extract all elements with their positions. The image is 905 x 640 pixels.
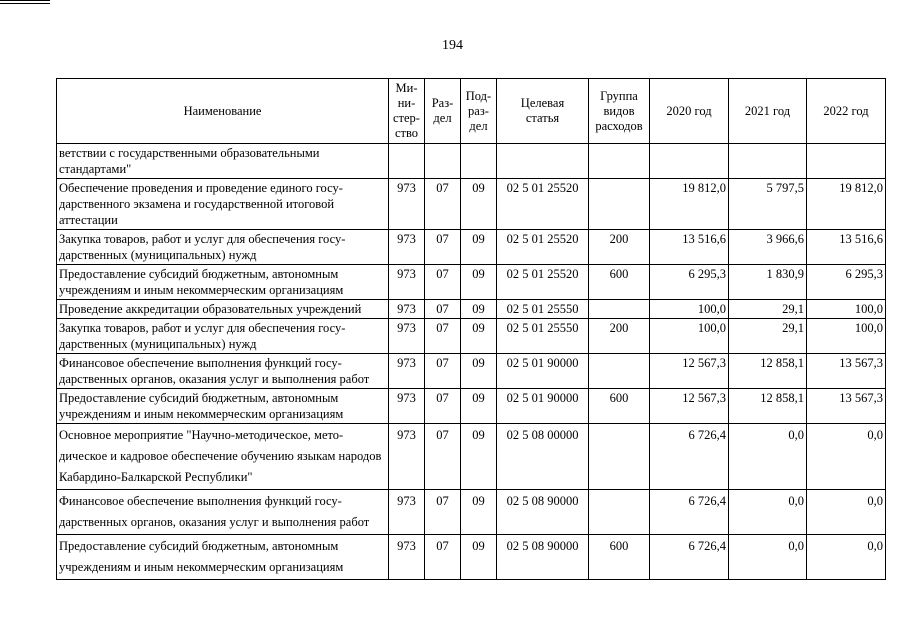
table-row: [57, 354, 886, 389]
cell-name: ветствии с государственными образовательными стандартами": [57, 144, 389, 179]
cell-2020: [650, 144, 729, 179]
cell-expense-group: [589, 490, 650, 535]
cell-target-article: 02 5 01 90000: [497, 389, 589, 424]
cell-2020: 19 812,0: [650, 179, 729, 230]
cell-ministry: 973: [389, 424, 425, 490]
cell-ministry: 973: [389, 354, 425, 389]
cell-2020: 100,0: [650, 319, 729, 354]
cell-2022: [807, 144, 886, 179]
cell-section: 07: [425, 179, 461, 230]
cell-subsection: 09: [461, 230, 497, 265]
cell-2021: 3 966,6: [729, 230, 807, 265]
cell-2021: 0,0: [729, 424, 807, 490]
header-2021: 2021 год: [729, 79, 807, 144]
cell-expense-group: [589, 300, 650, 319]
cell-2020: 13 516,6: [650, 230, 729, 265]
header-2020: 2020 год: [650, 79, 729, 144]
cell-ministry: 973: [389, 490, 425, 535]
cell-name: Проведение аккредитации образовательных учреждений: [57, 300, 389, 319]
cell-ministry: 973: [389, 389, 425, 424]
cell-name: Предоставление субсидий бюджетным, автономным учреждениям и иным некоммерческим организациям: [57, 535, 389, 580]
cell-2020: 100,0: [650, 300, 729, 319]
header-2022: 2022 год: [807, 79, 886, 144]
header-subsection: Под- раз- дел: [461, 79, 497, 144]
cell-2020: 6 295,3: [650, 265, 729, 300]
cell-section: 07: [425, 389, 461, 424]
cell-ministry: 973: [389, 300, 425, 319]
cell-subsection: 09: [461, 424, 497, 490]
table-header-row: [57, 79, 886, 144]
cell-expense-group: [589, 179, 650, 230]
cell-section: 07: [425, 300, 461, 319]
cell-expense-group: [589, 144, 650, 179]
cell-section: 07: [425, 230, 461, 265]
cell-2020: 12 567,3: [650, 354, 729, 389]
cell-2021: 5 797,5: [729, 179, 807, 230]
header-ministry: Ми- ни- стер- ство: [389, 79, 425, 144]
cell-2022: 13 567,3: [807, 389, 886, 424]
cell-expense-group: [589, 424, 650, 490]
cell-name: Финансовое обеспечение выполнения функций госу-дарственных органов, оказания услуг и выполнения работ: [57, 490, 389, 535]
cell-name: Обеспечение проведения и проведение единого госу-дарственного экзамена и государственной итоговой аттестации: [57, 179, 389, 230]
cell-2022: 13 516,6: [807, 230, 886, 265]
cell-subsection: 09: [461, 179, 497, 230]
cell-expense-group: 200: [589, 319, 650, 354]
budget-table: [56, 78, 886, 580]
cell-ministry: 973: [389, 265, 425, 300]
cell-subsection: 09: [461, 490, 497, 535]
cell-section: 07: [425, 424, 461, 490]
cell-name: Основное мероприятие "Научно-методическое, мето-дическое и кадровое обеспечение обучению языкам народов Кабардино-Балкарской Республики": [57, 424, 389, 490]
cell-name: Закупка товаров, работ и услуг для обеспечения госу-дарственных (муниципальных) нужд: [57, 319, 389, 354]
cell-target-article: 02 5 01 25550: [497, 319, 589, 354]
cell-ministry: 973: [389, 179, 425, 230]
cell-subsection: 09: [461, 265, 497, 300]
cell-2022: 6 295,3: [807, 265, 886, 300]
cell-subsection: 09: [461, 319, 497, 354]
cell-section: 07: [425, 319, 461, 354]
cell-section: 07: [425, 535, 461, 580]
cell-2020: 6 726,4: [650, 490, 729, 535]
cell-target-article: 02 5 08 90000: [497, 490, 589, 535]
table-row: [57, 424, 886, 490]
cell-expense-group: 600: [589, 535, 650, 580]
cell-2022: 19 812,0: [807, 179, 886, 230]
cell-expense-group: 600: [589, 265, 650, 300]
cell-ministry: 973: [389, 230, 425, 265]
table-row: [57, 490, 886, 535]
cell-name: Предоставление субсидий бюджетным, автономным учреждениям и иным некоммерческим организациям: [57, 389, 389, 424]
cell-2021: 29,1: [729, 319, 807, 354]
cell-target-article: 02 5 01 90000: [497, 354, 589, 389]
cell-subsection: 09: [461, 389, 497, 424]
cell-target-article: 02 5 08 90000: [497, 535, 589, 580]
cell-2022: 100,0: [807, 319, 886, 354]
table-row: [57, 265, 886, 300]
table-row: [57, 389, 886, 424]
cell-subsection: [461, 144, 497, 179]
cell-ministry: 973: [389, 319, 425, 354]
table-row: [57, 535, 886, 580]
cell-subsection: 09: [461, 535, 497, 580]
top-rule: [0, 0, 50, 4]
cell-section: [425, 144, 461, 179]
cell-ministry: 973: [389, 535, 425, 580]
cell-ministry: [389, 144, 425, 179]
cell-target-article: 02 5 01 25520: [497, 265, 589, 300]
cell-2020: 12 567,3: [650, 389, 729, 424]
cell-2021: 12 858,1: [729, 354, 807, 389]
header-section: Раз- дел: [425, 79, 461, 144]
cell-name: Закупка товаров, работ и услуг для обеспечения госу-дарственных (муниципальных) нужд: [57, 230, 389, 265]
cell-2021: 29,1: [729, 300, 807, 319]
cell-target-article: 02 5 01 25550: [497, 300, 589, 319]
cell-section: 07: [425, 354, 461, 389]
cell-2021: [729, 144, 807, 179]
cell-2021: 0,0: [729, 490, 807, 535]
table-row: [57, 319, 886, 354]
cell-2021: 12 858,1: [729, 389, 807, 424]
cell-subsection: 09: [461, 354, 497, 389]
table-row: [57, 179, 886, 230]
table-row: [57, 300, 886, 319]
header-name: Наименование: [57, 79, 389, 144]
cell-2021: 0,0: [729, 535, 807, 580]
cell-expense-group: 600: [589, 389, 650, 424]
cell-name: Финансовое обеспечение выполнения функций госу-дарственных органов, оказания услуг и выполнения работ: [57, 354, 389, 389]
cell-target-article: 02 5 01 25520: [497, 179, 589, 230]
page-number: 194: [442, 38, 463, 53]
cell-target-article: 02 5 01 25520: [497, 230, 589, 265]
cell-section: 07: [425, 490, 461, 535]
cell-subsection: 09: [461, 300, 497, 319]
cell-expense-group: 200: [589, 230, 650, 265]
table-row: [57, 144, 886, 179]
header-target-article: Целевая статья: [497, 79, 589, 144]
table-row: [57, 230, 886, 265]
cell-target-article: [497, 144, 589, 179]
cell-name: Предоставление субсидий бюджетным, автономным учреждениям и иным некоммерческим организациям: [57, 265, 389, 300]
cell-2022: 100,0: [807, 300, 886, 319]
cell-section: 07: [425, 265, 461, 300]
cell-2022: 0,0: [807, 424, 886, 490]
cell-2022: 0,0: [807, 535, 886, 580]
cell-2021: 1 830,9: [729, 265, 807, 300]
cell-2022: 0,0: [807, 490, 886, 535]
cell-2020: 6 726,4: [650, 424, 729, 490]
cell-2022: 13 567,3: [807, 354, 886, 389]
cell-2020: 6 726,4: [650, 535, 729, 580]
cell-expense-group: [589, 354, 650, 389]
header-expense-group: Группа видов расходов: [589, 79, 650, 144]
cell-target-article: 02 5 08 00000: [497, 424, 589, 490]
